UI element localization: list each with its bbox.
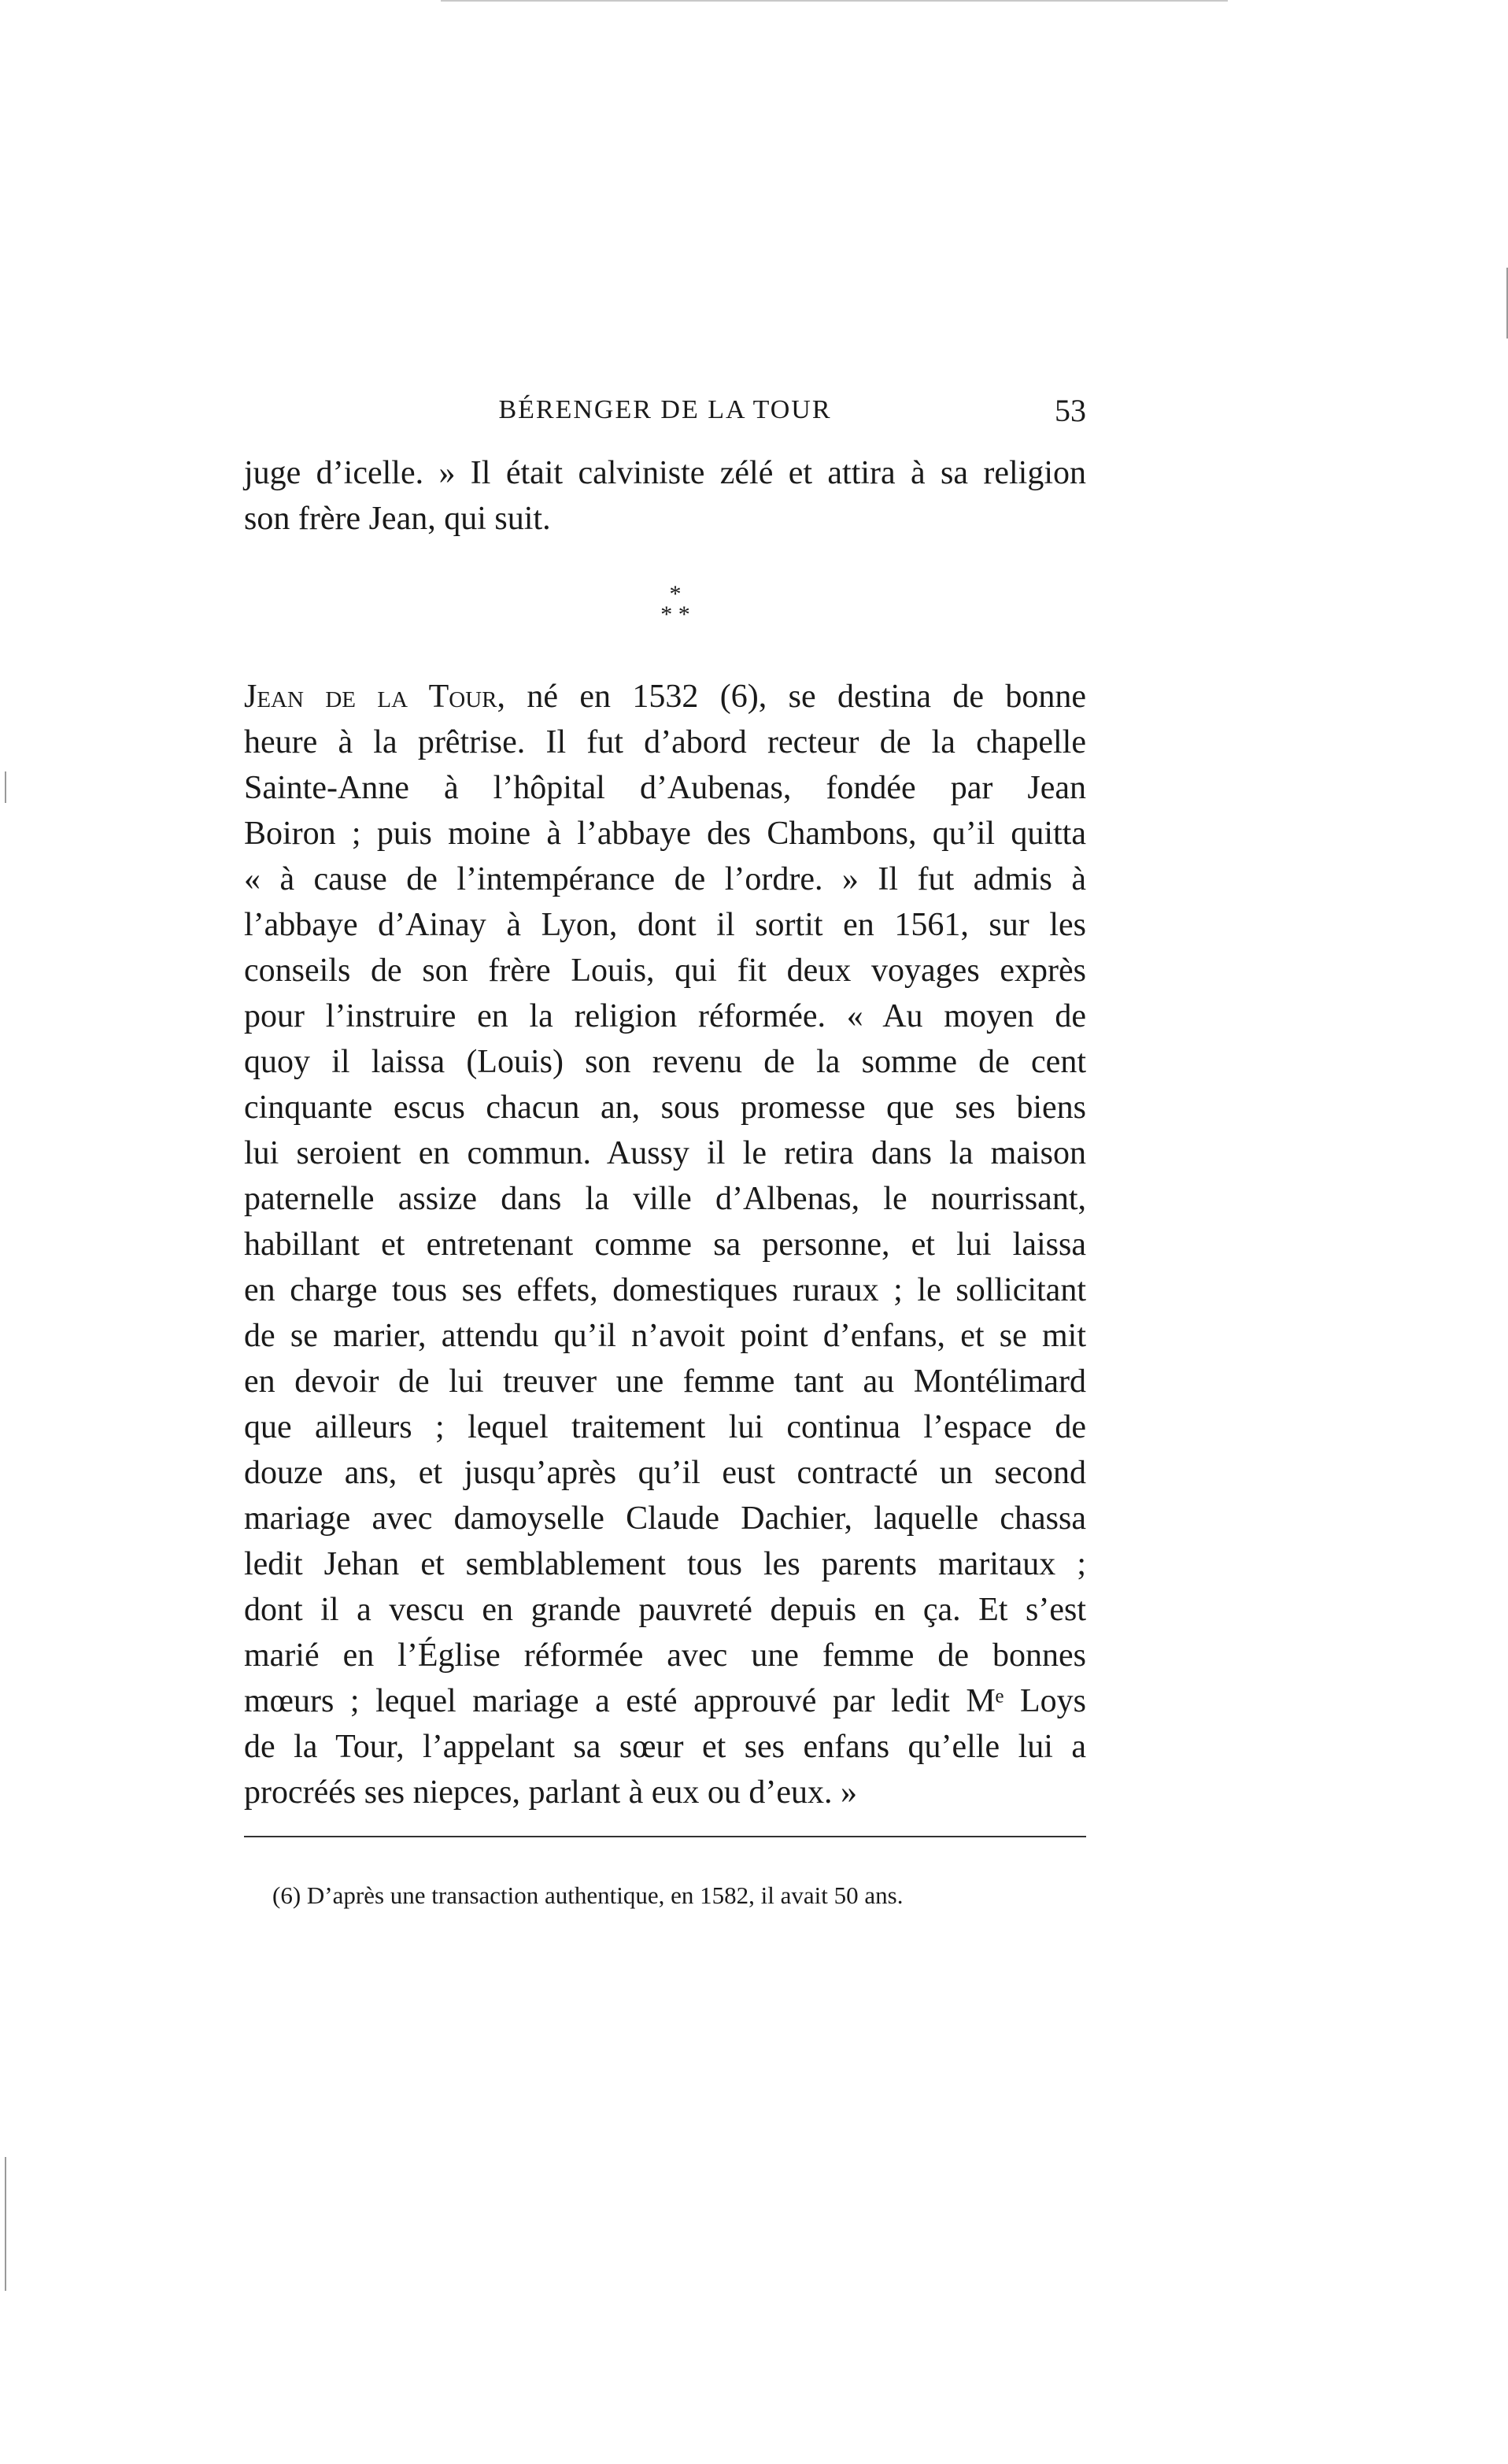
text-line: « à cause de l’intempérance de l’ordre. » Il fut admis à xyxy=(244,861,1086,897)
text-line: Sainte-Anne à l’hôpital d’Aubenas, fondée par Jean xyxy=(244,770,1086,806)
text-line: procréés ses niepces, parlant à eux ou d’eux. » xyxy=(244,1774,858,1811)
scan-edge-mark xyxy=(5,2157,6,2291)
text-line: dont il a vescu en grande pauvreté depuis en ça. Et s’est xyxy=(244,1592,1086,1628)
scan-edge-mark xyxy=(441,0,1228,2)
text-line: son frère Jean, qui suit. xyxy=(244,501,551,537)
text-line: lui seroient en commun. Aussy il le retira dans la maison xyxy=(244,1135,1086,1171)
section-asterism xyxy=(0,581,1351,627)
text-line: heure à la prêtrise. Il fut d’abord recteur de la chapelle xyxy=(244,724,1086,760)
text-line: que ailleurs ; lequel traitement lui continua l’espace de xyxy=(244,1409,1086,1445)
intro-paragraph xyxy=(244,450,1086,542)
text-line: ledit Jehan et semblablement tous les parents maritaux ; xyxy=(244,1546,1086,1582)
text-line: de la Tour, l’appelant sa sœur et ses enfans qu’elle lui a xyxy=(244,1729,1086,1765)
running-title: BÉRENGER DE LA TOUR xyxy=(498,395,832,424)
footnote-rule xyxy=(244,1836,1086,1837)
footnote: (6) D’après une transaction authentique, en 1582, il avait 50 ans. xyxy=(272,1881,904,1909)
text-line: douze ans, et jusqu’après qu’il eust contracté un second xyxy=(244,1455,1086,1491)
text-fragment: , né en 1532 (6), se destina de bonne xyxy=(497,679,1086,715)
text-line: paternelle assize dans la ville d’Albenas, le nourrissant, xyxy=(244,1181,1086,1217)
text-line: pour l’instruire en la religion réformée. « Au moyen de xyxy=(244,998,1086,1034)
main-paragraph xyxy=(244,674,1086,1815)
running-head xyxy=(244,387,1086,435)
text-line: de se marier, attendu qu’il n’avoit point d’enfans, et se mit xyxy=(244,1318,1086,1354)
person-name: Jean de la Tour xyxy=(244,679,497,715)
asterism-top: * xyxy=(669,581,682,607)
text-line: cinquante escus chacun an, sous promesse que ses biens xyxy=(244,1090,1086,1126)
text-line: mœurs ; lequel mariage a esté approuvé par ledit Mᵉ Loys xyxy=(244,1683,1086,1719)
text-line: en charge tous ses effets, domestiques ruraux ; le sollicitant xyxy=(244,1272,1086,1308)
text-line: mariage avec damoyselle Claude Dachier, laquelle chassa xyxy=(244,1500,1086,1537)
page-number: 53 xyxy=(1055,393,1086,428)
text-line: marié en l’Église réformée avec une femme de bonnes xyxy=(244,1637,1086,1674)
text-line: quoy il laissa (Louis) son revenu de la somme de cent xyxy=(244,1044,1086,1080)
text-line: conseils de son frère Louis, qui fit deux voyages exprès xyxy=(244,953,1086,989)
asterism-bottom: * * xyxy=(660,601,690,627)
text-line: l’abbaye d’Ainay à Lyon, dont il sortit en 1561, sur les xyxy=(244,907,1086,943)
text-line xyxy=(244,674,1086,720)
text-line: en devoir de lui treuver une femme tant au Montélimard xyxy=(244,1363,1086,1400)
text-line: Boiron ; puis moine à l’abbaye des Chambons, qu’il quitta xyxy=(244,816,1086,852)
text-line: juge d’icelle. » Il était calviniste zélé et attira à sa religion xyxy=(244,455,1086,491)
text-line: habillant et entretenant comme sa personne, et lui laissa xyxy=(244,1226,1086,1263)
scan-edge-mark xyxy=(5,771,6,803)
